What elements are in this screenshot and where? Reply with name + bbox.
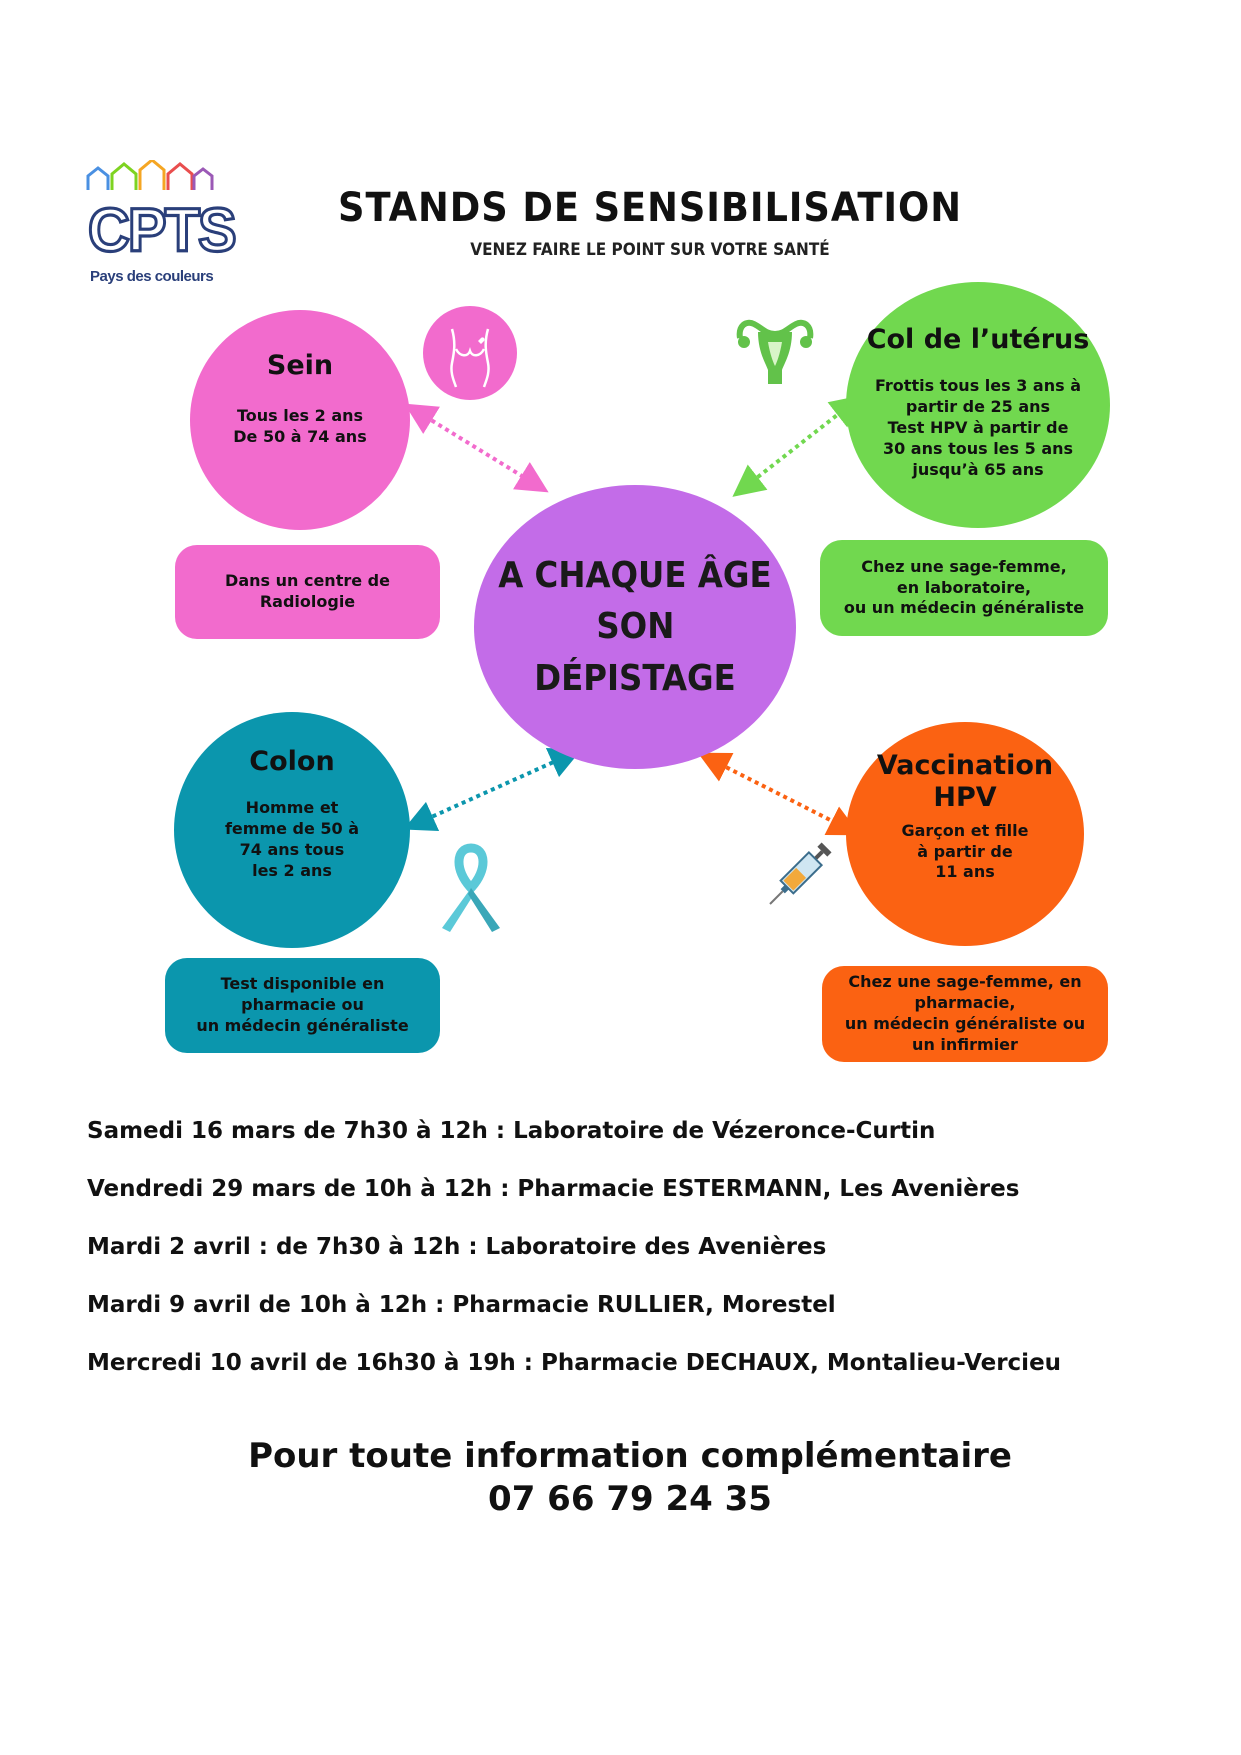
arrow-hpv [712,760,846,828]
box-hpv-line3: un médecin généraliste ou [844,1014,1086,1033]
arrow-col [745,405,850,487]
schedule-list [87,1118,1227,1408]
arrow-colon [418,756,567,823]
hpv-title-line2: HPV [933,782,997,814]
page-title: STANDS DE SENSIBILISATION [338,185,962,231]
col-line4: 30 ans tous les 5 ans [882,438,1074,458]
hpv-line2: à partir de [917,841,1013,861]
box-hpv-line2: pharmacie, [914,993,1016,1013]
colon-title: Colon [249,746,335,777]
circle-col-uterus [846,282,1110,528]
houses-icon [86,160,216,196]
sein-title: Sein [266,350,334,381]
circle-hpv [846,722,1084,946]
box-sein-line1: Dans un centre de [225,571,390,591]
circle-sein [190,310,410,530]
colon-line4: les 2 ans [252,860,332,880]
box-colon-line3: un médecin généraliste [196,1015,409,1035]
schedule-item: Vendredi 29 mars de 10h à 12h : Pharmacie ESTERMANN, Les Avenières [87,1176,1020,1202]
colon-line1: Homme et [245,798,339,818]
footer-info: Pour toute information complémentaire [248,1436,1012,1476]
syringe-icon [756,832,842,918]
cpts-logo [86,160,235,290]
col-line3: Test HPV à partir de [887,417,1069,437]
box-hpv-line4: un infirmier [912,1034,1018,1054]
col-title: Col de l’utérus [866,324,1090,355]
footer-contact [140,1435,1120,1520]
arrow-sein [418,412,535,484]
box-sein [175,545,440,639]
colon-line3: 74 ans tous [239,839,345,859]
box-col-line3: ou un médecin généraliste [843,598,1085,618]
box-colon-line1: Test disponible en [220,974,385,994]
col-line1: Frottis tous les 3 ans à [875,376,1081,396]
ribbon-icon [430,840,512,936]
box-col-uterus [820,540,1108,636]
circle-center [474,485,796,769]
col-line2: partir de 25 ans [905,397,1051,417]
logo-subtitle: Pays des couleurs [90,268,214,285]
colon-line2: femme de 50 à [224,819,360,839]
logo-text: CPTS [88,196,235,265]
center-line1: A CHAQUE ÂGE [498,555,772,597]
box-colon-line2: pharmacie ou [241,995,364,1015]
uterus-icon [736,312,814,388]
col-line5: jusqu’à 65 ans [912,459,1044,479]
hpv-line1: Garçon et fille [901,820,1029,840]
box-sein-line2: Radiologie [259,592,356,611]
schedule-item: Mardi 9 avril de 10h à 12h : Pharmacie RULLIER, Morestel [87,1292,836,1318]
sein-line2: De 50 à 74 ans [233,427,367,447]
hpv-line3: 11 ans [935,862,995,882]
sein-line1: Tous les 2 ans [236,406,364,426]
box-col-line2: en laboratoire, [896,577,1032,597]
box-col-line1: Chez une sage-femme, [861,556,1067,576]
box-hpv [822,966,1108,1062]
center-line3: DÉPISTAGE [534,657,736,699]
schedule-item: Mercredi 10 avril de 16h30 à 19h : Pharmacie DECHAUX, Montalieu-Vercieu [87,1350,1062,1376]
center-line2: SON [595,606,674,648]
page-subtitle: VENEZ FAIRE LE POINT SUR VOTRE SANTÉ [470,240,830,260]
footer-phone: 07 66 79 24 35 [488,1478,772,1519]
box-colon [165,958,440,1053]
hpv-title-line1: Vaccination [876,750,1054,781]
circle-colon [174,712,410,948]
schedule-item: Samedi 16 mars de 7h30 à 12h : Laboratoire de Vézeronce-Curtin [87,1118,936,1144]
schedule-item: Mardi 2 avril : de 7h30 à 12h : Laboratoire des Avenières [87,1234,827,1260]
breast-icon [420,305,520,401]
box-hpv-line1: Chez une sage-femme, en [848,972,1082,992]
